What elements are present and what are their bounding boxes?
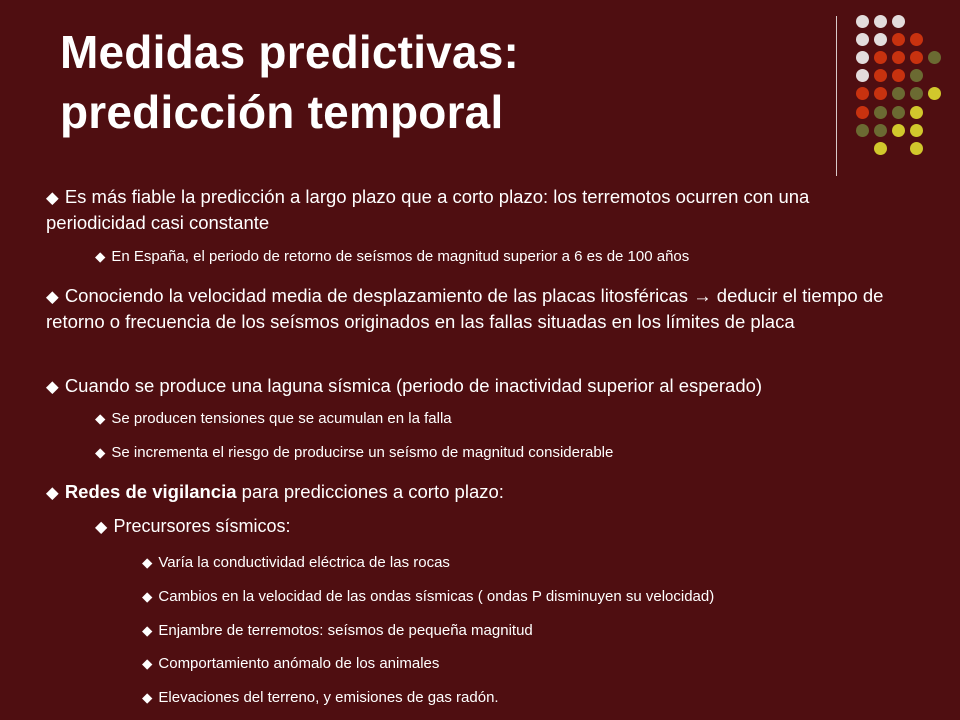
decorative-dot xyxy=(892,15,905,28)
bullet-spain-return-period xyxy=(95,247,895,267)
bullet-ground-elevation-radon xyxy=(142,688,922,708)
bullet-diamond-icon: ◆ xyxy=(95,518,108,536)
bullet-wave-velocity xyxy=(142,587,922,607)
bullet-seismic-precursors xyxy=(95,514,895,540)
decorative-dot xyxy=(910,33,923,46)
bullet-text: Cambios en la velocidad de las ondas sísmicas ( ondas P disminuyen su velocidad) xyxy=(158,588,715,605)
decorative-dot xyxy=(892,33,905,46)
bullet-diamond-icon: ◆ xyxy=(142,690,153,705)
arrow-right-icon: → xyxy=(693,285,712,306)
bullet-text: Se producen tensiones que se acumulan en la falla xyxy=(111,410,452,427)
slide-title-line-1: Medidas predictivas: xyxy=(60,26,520,78)
decorative-dot xyxy=(856,124,869,137)
decorative-dot xyxy=(928,51,941,64)
bullet-diamond-icon: ◆ xyxy=(95,445,106,460)
bullet-earthquake-swarm xyxy=(142,621,922,641)
bullet-text-a: Conociendo la velocidad media de desplazamiento de las placas litosféricas xyxy=(64,285,689,306)
bullet-increased-risk xyxy=(95,443,895,463)
bullet-text: Enjambre de terremotos: seísmos de pequeña magnitud xyxy=(158,622,533,639)
bullet-diamond-icon: ◆ xyxy=(46,483,59,502)
bullet-text: Precursores sísmicos: xyxy=(113,516,291,536)
bullet-electrical-conductivity xyxy=(142,553,922,573)
decorative-dot xyxy=(874,87,887,100)
decorative-dot xyxy=(874,51,887,64)
decorative-dot xyxy=(892,106,905,119)
bullet-text: para predicciones a corto plazo: xyxy=(241,481,504,502)
decorative-dot xyxy=(928,87,941,100)
decorative-dot xyxy=(856,51,869,64)
decorative-dot xyxy=(874,124,887,137)
decorative-dot xyxy=(874,106,887,119)
bullet-diamond-icon: ◆ xyxy=(46,377,59,396)
bullet-text: Varía la conductividad eléctrica de las rocas xyxy=(158,554,450,571)
decorative-dot xyxy=(910,69,923,82)
bullet-text: Elevaciones del terreno, y emisiones de gas radón. xyxy=(158,689,499,706)
decorative-dot xyxy=(874,69,887,82)
decorative-dot xyxy=(892,69,905,82)
bullet-text: Comportamiento anómalo de los animales xyxy=(158,655,440,672)
bullet-plate-velocity xyxy=(46,283,906,334)
bullet-tension-accumulation xyxy=(95,409,895,429)
bullet-text: Se incrementa el riesgo de producirse un seísmo de magnitud considerable xyxy=(111,444,614,461)
decorative-dot xyxy=(910,87,923,100)
bullet-text-b: deducir el tiempo de retorno o frecuencia de los seísmos originados en las fallas situadas en los límites de placa xyxy=(46,285,884,332)
bullet-diamond-icon: ◆ xyxy=(142,589,153,604)
bullet-text: En España, el periodo de retorno de seísmos de magnitud superior a 6 es de 100 años xyxy=(111,248,690,265)
bullet-diamond-icon: ◆ xyxy=(142,656,153,671)
decorative-dot xyxy=(856,106,869,119)
bullet-diamond-icon: ◆ xyxy=(95,411,106,426)
bullet-seismic-gap xyxy=(46,373,906,399)
decorative-dot xyxy=(856,15,869,28)
bullet-diamond-icon: ◆ xyxy=(142,555,153,570)
decorative-dot xyxy=(874,142,887,155)
decorative-dot xyxy=(856,69,869,82)
decorative-dot xyxy=(910,51,923,64)
bullet-diamond-icon: ◆ xyxy=(95,249,106,264)
decorative-dot xyxy=(892,124,905,137)
decorative-dot xyxy=(910,142,923,155)
bullet-long-term-prediction xyxy=(46,184,906,235)
decorative-dot xyxy=(856,33,869,46)
bullet-diamond-icon: ◆ xyxy=(46,188,59,207)
decorative-dot xyxy=(892,87,905,100)
decorative-dot xyxy=(874,15,887,28)
decorative-dot xyxy=(856,87,869,100)
bullet-diamond-icon: ◆ xyxy=(142,623,153,638)
bullet-text: Cuando se produce una laguna sísmica (periodo de inactividad superior al esperado) xyxy=(64,375,763,396)
bullet-text: Es más fiable la predicción a largo plazo que a corto plazo: los terremotos ocurren con una periodicidad casi constante xyxy=(46,186,810,233)
decorative-dot xyxy=(874,33,887,46)
bullet-animal-behavior xyxy=(142,654,922,674)
decorative-dot xyxy=(910,124,923,137)
decorative-dot xyxy=(910,106,923,119)
slide-title xyxy=(60,22,800,142)
decorative-dot xyxy=(892,51,905,64)
slide-title-line-2: predicción temporal xyxy=(60,86,504,138)
bullet-text-strong: Redes de vigilancia xyxy=(64,481,237,502)
bullet-monitoring-networks xyxy=(46,479,906,505)
bullet-diamond-icon: ◆ xyxy=(46,287,59,306)
vertical-divider xyxy=(836,16,837,176)
